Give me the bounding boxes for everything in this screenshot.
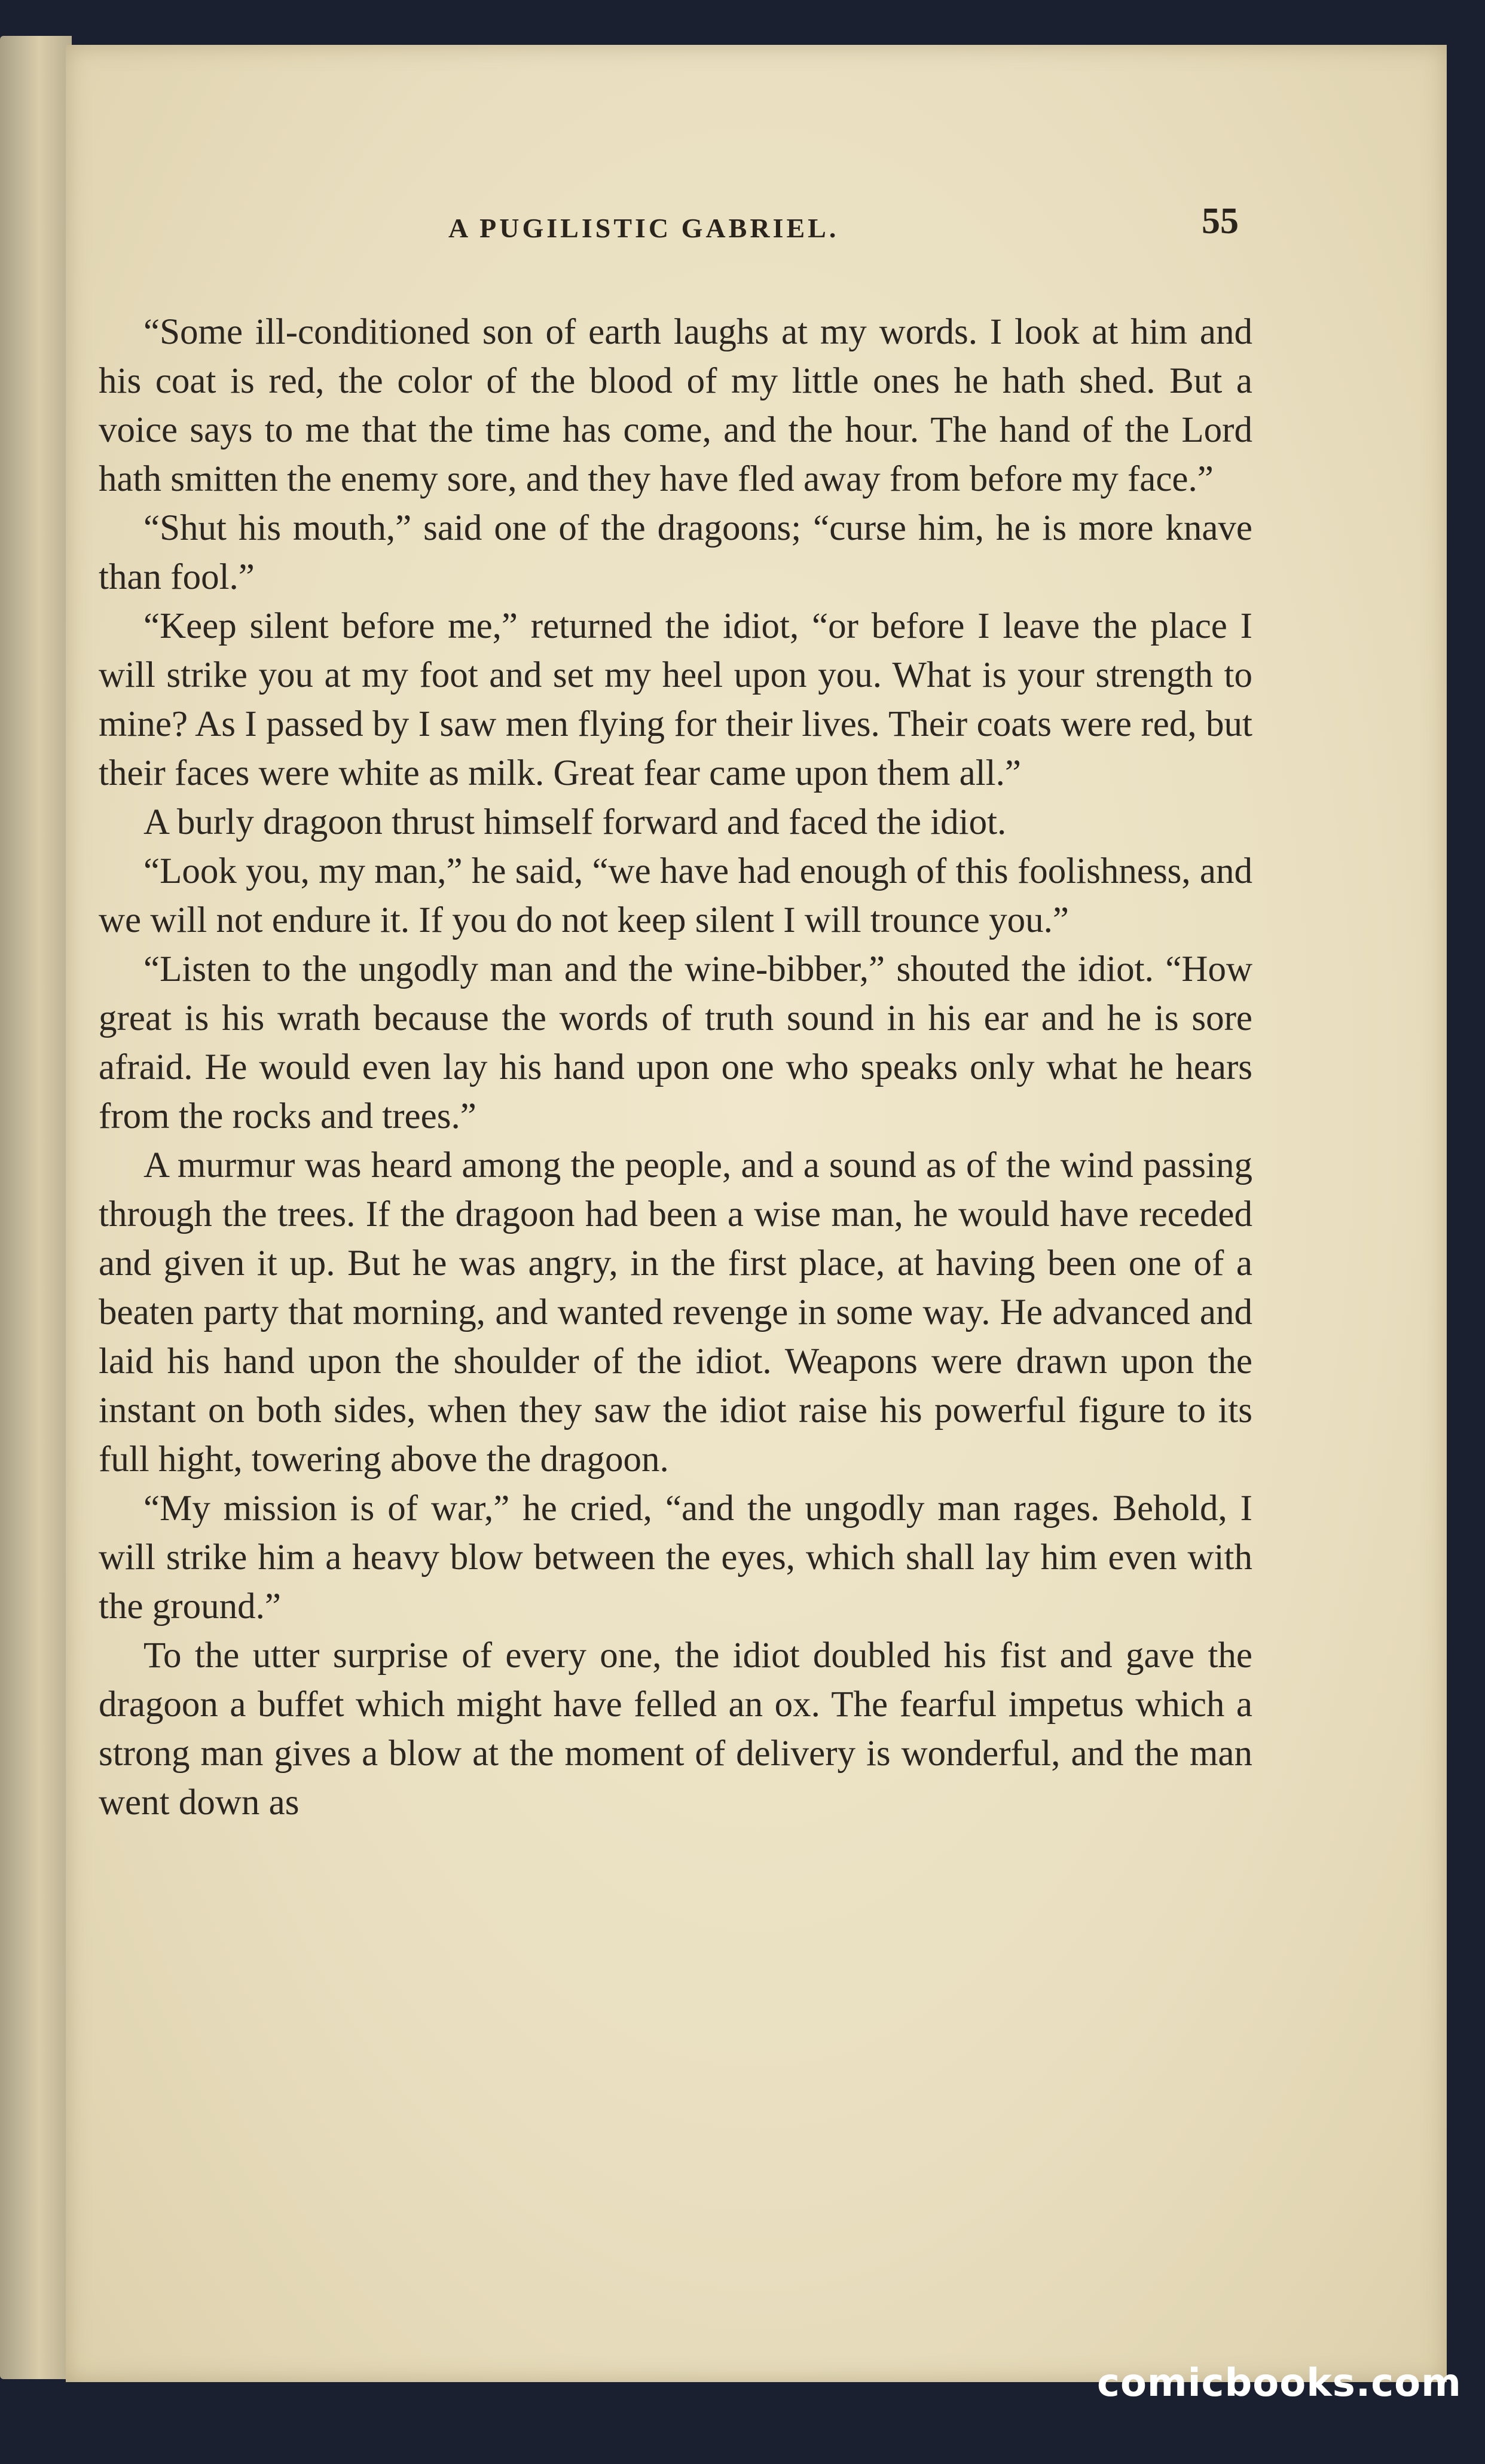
paragraph: “Look you, my man,” he said, “we have had enough of this foolishness, and we will not endure it. If you do not keep silent I will trounce you.”: [99, 851, 1252, 940]
body-text: [99, 308, 1252, 1827]
page-header: [66, 164, 1447, 243]
paragraph: A murmur was heard among the people, and a sound as of the wind passing through the trees. If the dragoon had been a wise man, he would have receded and given it up. But he was angry, in the first place, at having been one of a beaten party that morning, and wanted revenge in some way. He advanced and laid his hand upon the shoulder of the idiot. Weapons were drawn upon the instant on both sides, when they saw the idiot raise his powerful figure to its full hight, towering above the dragoon.: [99, 1145, 1252, 1479]
paragraph: “Some ill-conditioned son of earth laughs at my words. I look at him and his coat is red, the color of the blood of my little ones he hath shed. But a voice says to me that the time has come, and the hour. The hand of the Lord hath smitten the enemy sore, and they have fled away from before my face.”: [99, 312, 1252, 499]
paragraph: “Listen to the ungodly man and the wine-bibber,” shouted the idiot. “How great is his wrath because the words of truth sound in his ear and he is sore afraid. He would even lay his hand upon one who speaks only what he hears from the rocks and trees.”: [99, 949, 1252, 1136]
page-number: 55: [1202, 201, 1239, 241]
paragraph: A burly dragoon thrust himself forward and faced the idiot.: [143, 802, 1007, 842]
paragraph: “Keep silent before me,” returned the idiot, “or before I leave the place I will strike you at my foot and set my heel upon you. What is your strength to mine? As I passed by I saw men flying for their lives. Their coats were red, but their faces were white as milk. Great fear came upon them all.”: [99, 606, 1252, 793]
paragraph: “Shut his mouth,” said one of the dragoons; “curse him, he is more knave than fool.”: [99, 508, 1252, 597]
paragraph: To the utter surprise of every one, the idiot doubled his fist and gave the dragoon a buffet which might have felled an ox. The fearful impetus which a strong man gives a blow at the moment of delivery is wonderful, and the man went down as: [99, 1635, 1252, 1823]
book-page: [66, 45, 1447, 2382]
running-title: A PUGILISTIC GABRIEL.: [448, 213, 839, 243]
book-spine-edge: [0, 36, 72, 2379]
watermark: comicbooks.com: [1097, 2361, 1462, 2405]
paragraph: “My mission is of war,” he cried, “and the ungodly man rages. Behold, I will strike him a heavy blow between the eyes, which shall lay him even with the ground.”: [99, 1488, 1252, 1627]
